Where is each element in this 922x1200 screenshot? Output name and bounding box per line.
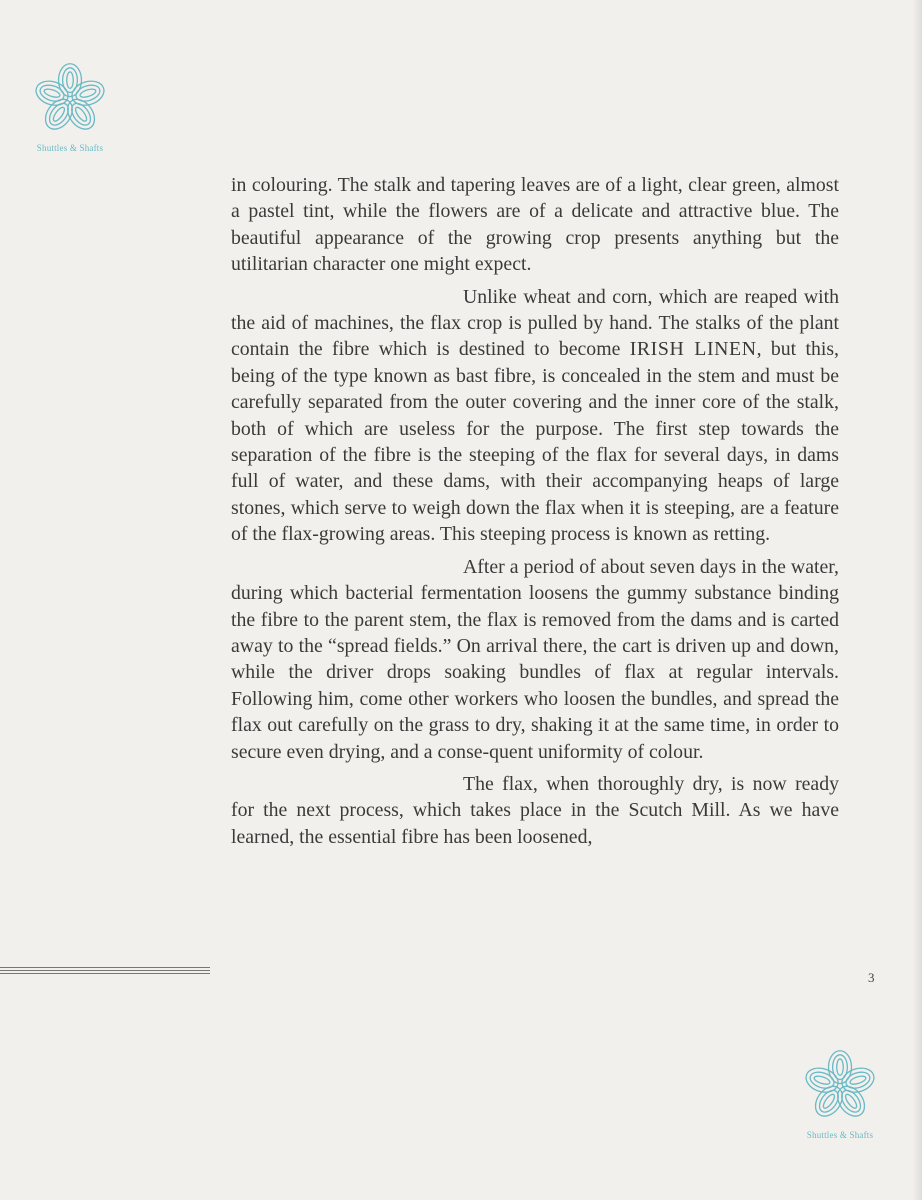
paragraph-2-end: , but this, being of the type known as bast fibre, is concealed in the stem and must be carefully separated from the outer covering and the inner core of the stalk, both of which are useless for the purpose. The first step towards the separation of the fibre is the steeping of the flax for several days, in dams full of water, and these dams, with their accompanying heaps of large stones, which serve to weigh down the flax when it is steeping, are a feature of the flax-growing areas. This steeping process is known as retting. [231,338,839,546]
paragraph-1: in colouring. The stalk and tapering leaves are of a light, clear green, almost a pastel tint, while the flowers are of a delicate and attractive blue. The beautiful appearance of the growing crop presents anything but the utilitarian character one might expect. [231,174,839,276]
shuttles-shafts-logo-bottom [794,1045,886,1140]
decorative-rule-3 [0,973,210,974]
decorative-rule-1 [0,967,210,968]
knot-flower-icon [799,1045,881,1127]
decorative-rule-2 [0,970,210,971]
page-edge-shadow [912,0,922,1200]
body-text [231,172,839,850]
paragraph-2 [231,284,839,548]
irish-linen-emphasis: IRISH LINEN [629,338,757,361]
page-number: 3 [868,970,875,985]
paragraph-3: After a period of about seven days in the water, during which bacterial fermentation loosens the gummy substance binding the fibre to the parent stem, the flax is removed from the dams and is carted away to the “spread fields.” On arrival there, the cart is driven up and down, while the driver drops soaking bundles of flax at regular intervals. Following him, come other workers who loosen the bundles, and spread the flax out carefully on the grass to dry, shaking it at the same time, in order to secure even drying, and a conse-quent uniformity of colour. [231,555,839,763]
paragraph-4: The flax, when thoroughly dry, is now ready for the next process, which takes place in the Scutch Mill. As we have learned, the essential fibre has been loosened, [231,772,839,848]
logo-text-bottom: Shuttles & Shafts [806,1130,874,1140]
shuttles-shafts-logo-top [24,58,116,153]
paragraph-2-start: Unlike wheat and corn, which are reaped with the aid of machines, the flax crop is pulled by hand. The stalks of the plant contain the fibre which is destined to become [231,285,839,361]
logo-text-top: Shuttles & Shafts [36,143,104,153]
knot-flower-icon [29,58,111,140]
